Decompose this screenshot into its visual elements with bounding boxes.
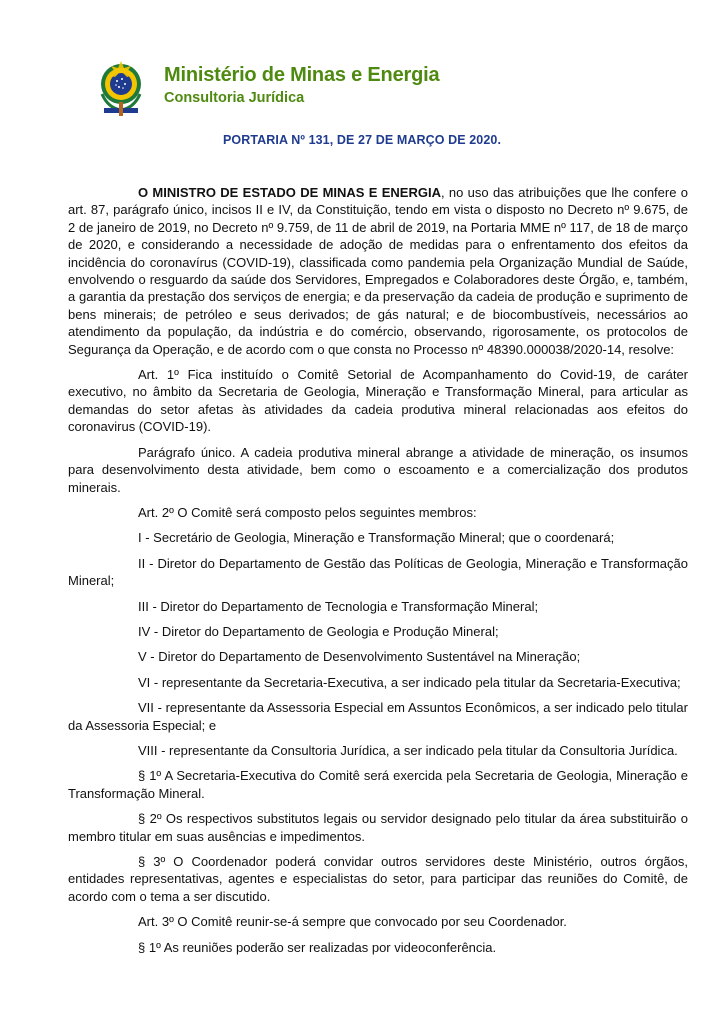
item-i: I - Secretário de Geologia, Mineração e Transformação Mineral; que o coordenará;	[138, 530, 615, 546]
preamble	[68, 184, 688, 358]
article-2: Art. 2º O Comitê será composto pelos seguintes membros:	[138, 504, 477, 520]
document-body	[68, 184, 688, 964]
article-3: Art. 3º O Comitê reunir-se-á sempre que convocado por seu Coordenador.	[138, 914, 567, 930]
article-2-paragraph-2: § 2º Os respectivos substitutos legais ou servidor designado pelo titular da área substituirão o membro titular em suas ausências e impedimentos.	[68, 811, 688, 844]
brazil-coat-of-arms-icon	[94, 58, 148, 118]
item-vi: VI - representante da Secretaria-Executiva, a ser indicado pela titular da Secretaria-Executiva;	[138, 674, 681, 690]
article-1-sole-paragraph: Parágrafo único. A cadeia produtiva mineral abrange a atividade de mineração, os insumos para desenvolvimento desta atividade, bem como o escoamento e a comercialização dos produtos minerais.	[68, 444, 688, 495]
article-1: Art. 1º Fica instituído o Comitê Setorial de Acompanhamento do Covid-19, de caráter executivo, no âmbito da Secretaria de Geologia, Mineração e Transformação Mineral, para articular as demandas do setor afetas às atividades da cadeia produtiva mineral relacionadas aos efeitos do coronavirus (COVID-19).	[68, 367, 688, 435]
item-iii: III - Diretor do Departamento de Tecnologia e Transformação Mineral;	[138, 598, 539, 614]
item-v: V - Diretor do Departamento de Desenvolvimento Sustentável na Mineração;	[138, 649, 581, 665]
organization-name: Ministério de Minas e Energia	[164, 64, 440, 86]
item-ii: II - Diretor do Departamento de Gestão das Políticas de Geologia, Mineração e Transformação Mineral;	[68, 555, 688, 589]
organization-unit: Consultoria Jurídica	[164, 90, 305, 106]
preamble-lead: O MINISTRO DE ESTADO DE MINAS E ENERGIA	[138, 185, 441, 200]
document-title: PORTARIA Nº 131, DE 27 DE MARÇO DE 2020.	[222, 133, 502, 147]
article-2-paragraph-1: § 1º A Secretaria-Executiva do Comitê será exercida pela Secretaria de Geologia, Mineração e Transformação Mineral.	[68, 768, 688, 801]
preamble-text: , no uso das atribuições que lhe confere o art. 87, parágrafo único, incisos II e IV, da Constituição, tendo em vista o disposto no Decreto nº 9.675, de 2 de janeiro de 2019, no Decreto nº 9.759, de 11 de abril de 2019, na Portaria MME nº 117, de 18 de março de 2020, e considerando a necessidade de adoção de medidas para o enfrentamento dos efeitos da incidência do coronavírus (COVID-19), classificada como pandemia pela Organização Mundial de Saúde, envolvendo o resguardo da saúde dos Servidores, Empregados e Colaboradores deste Órgão, e, também, a garantia da prestação dos serviços de energia; e da preservação da cadeia de produção e suprimento de bens minerais; de petróleo e seus derivados; de gás natural; e de biocombustíveis, necessários ao atendimento da população, da indústria e do comércio, observando, rigorosamente, os protocolos de Segurança da Operação, e de acordo com o que consta no Processo nº 48390.000038/2020-14, resolve:	[68, 185, 688, 357]
article-2-paragraph-3: § 3º O Coordenador poderá convidar outros servidores deste Ministério, outros órgãos, entidades representativas, agentes e especialistas do setor, para participar das reuniões do Comitê, de acordo com o tema a ser discutido.	[68, 854, 688, 904]
item-vii: VII - representante da Assessoria Especial em Assuntos Econômicos, a ser indicado pelo titular da Assessoria Especial; e	[68, 700, 688, 733]
item-viii: VIII - representante da Consultoria Jurídica, a ser indicado pela titular da Consultoria Jurídica.	[138, 742, 678, 758]
article-3-paragraph-1: § 1º As reuniões poderão ser realizadas por videoconferência.	[138, 939, 497, 955]
item-iv: IV - Diretor do Departamento de Geologia e Produção Mineral;	[138, 623, 499, 639]
